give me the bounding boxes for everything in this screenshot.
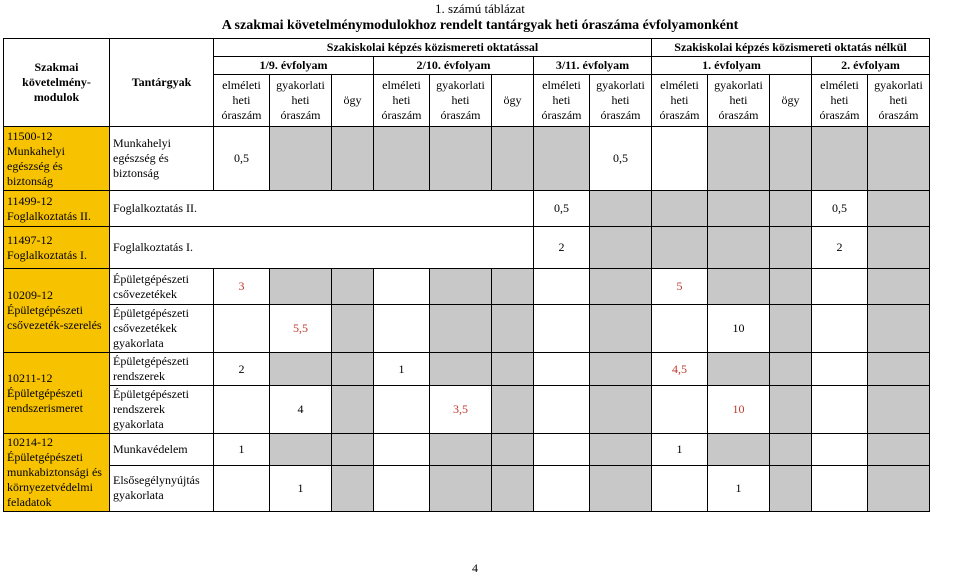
value-cell [868, 465, 930, 511]
value-cell [708, 434, 770, 466]
header-practice: gyakorlati heti óraszám [590, 75, 652, 127]
value-cell: 2 [534, 227, 590, 269]
header-grade-3-11: 3/11. évfolyam [534, 57, 652, 75]
value-cell [492, 353, 534, 386]
value-cell [868, 127, 930, 191]
value-cell [652, 127, 708, 191]
value-cell: 1 [214, 434, 270, 466]
value-cell: 0,5 [812, 191, 868, 227]
value-cell [430, 127, 492, 191]
value-cell: 2 [214, 353, 270, 386]
value-cell [374, 465, 430, 511]
table-row [4, 269, 930, 305]
table-row [4, 305, 930, 353]
value-cell: 1 [374, 353, 430, 386]
header-theory: elméleti heti óraszám [812, 75, 868, 127]
module-cell: 11500-12 Munkahelyi egészség és biztonság [4, 127, 110, 191]
header-modules: Szakmai követelmény-modulok [4, 39, 110, 127]
value-cell [214, 305, 270, 353]
value-cell: 1 [652, 434, 708, 466]
value-cell [770, 465, 812, 511]
table-row [4, 227, 930, 269]
value-cell [652, 305, 708, 353]
value-cell [270, 269, 332, 305]
value-cell [812, 434, 868, 466]
module-cell: 10211-12 Épületgépészeti rendszerismeret [4, 353, 110, 434]
value-cell [590, 227, 652, 269]
value-cell [374, 386, 430, 434]
value-cell [590, 434, 652, 466]
value-cell [492, 434, 534, 466]
value-cell [332, 269, 374, 305]
value-cell [652, 191, 708, 227]
value-cell [868, 386, 930, 434]
value-cell [430, 269, 492, 305]
value-cell [590, 269, 652, 305]
value-cell: 3 [214, 269, 270, 305]
header-ogy: ögy [770, 75, 812, 127]
value-cell [770, 269, 812, 305]
table-caption-number: 1. számú táblázat [435, 1, 525, 16]
value-cell [868, 434, 930, 466]
header-practice: gyakorlati heti óraszám [430, 75, 492, 127]
header-group-without: Szakiskolai képzés közismereti oktatás nélkül [652, 39, 930, 57]
value-cell [868, 191, 930, 227]
header-grade-1: 1. évfolyam [652, 57, 812, 75]
value-cell [770, 386, 812, 434]
table-row [4, 191, 930, 227]
value-cell [332, 305, 374, 353]
value-cell: 0,5 [534, 191, 590, 227]
value-cell: 1 [708, 465, 770, 511]
value-cell [652, 386, 708, 434]
subject-cell: Munkahelyi egészség és biztonság [110, 127, 214, 191]
value-cell [214, 465, 270, 511]
value-cell [770, 353, 812, 386]
value-cell [534, 386, 590, 434]
value-cell [590, 191, 652, 227]
table-row [4, 434, 930, 466]
subject-cell: Elsősegélynyújtás gyakorlata [110, 465, 214, 511]
value-cell [708, 227, 770, 269]
value-cell [492, 269, 534, 305]
table-row [4, 465, 930, 511]
value-cell [534, 353, 590, 386]
value-cell: 5,5 [270, 305, 332, 353]
value-cell [868, 353, 930, 386]
value-cell [270, 353, 332, 386]
header-theory: elméleti heti óraszám [374, 75, 430, 127]
table-row [4, 386, 930, 434]
subject-cell: Épületgépészeti csővezetékek gyakorlata [110, 305, 214, 353]
value-cell: 10 [708, 305, 770, 353]
value-cell [868, 227, 930, 269]
value-cell [492, 386, 534, 434]
curriculum-table [3, 38, 930, 512]
value-cell: 0,5 [214, 127, 270, 191]
module-cell: 11499-12 Foglalkoztatás II. [4, 191, 110, 227]
value-cell: 3,5 [430, 386, 492, 434]
header-grade-2-10: 2/10. évfolyam [374, 57, 534, 75]
value-cell [492, 127, 534, 191]
value-cell [812, 465, 868, 511]
value-cell [430, 434, 492, 466]
value-cell [270, 127, 332, 191]
header-theory: elméleti heti óraszám [652, 75, 708, 127]
value-cell [590, 353, 652, 386]
page-number: 4 [472, 561, 478, 575]
value-cell [492, 305, 534, 353]
table-caption-title: A szakmai követelménymodulokhoz rendelt tantárgyak heti óraszáma évfolyamonként [221, 18, 739, 33]
subject-cell: Foglalkoztatás II. [110, 191, 534, 227]
value-cell [374, 127, 430, 191]
value-cell [652, 227, 708, 269]
subject-cell: Épületgépészeti csővezetékek [110, 269, 214, 305]
value-cell [374, 434, 430, 466]
value-cell [708, 191, 770, 227]
module-cell: 11497-12 Foglalkoztatás I. [4, 227, 110, 269]
header-grade-2: 2. évfolyam [812, 57, 930, 75]
value-cell [214, 386, 270, 434]
value-cell [812, 386, 868, 434]
value-cell [430, 353, 492, 386]
module-cell: 10209-12 Épületgépészeti csővezeték-szerelés [4, 269, 110, 353]
value-cell [430, 305, 492, 353]
value-cell [534, 305, 590, 353]
table-row [4, 127, 930, 191]
value-cell [708, 127, 770, 191]
value-cell [590, 386, 652, 434]
value-cell [770, 305, 812, 353]
value-cell [770, 191, 812, 227]
header-theory: elméleti heti óraszám [534, 75, 590, 127]
value-cell [332, 386, 374, 434]
value-cell [770, 434, 812, 466]
header-practice: gyakorlati heti óraszám [270, 75, 332, 127]
header-subjects: Tantárgyak [110, 39, 214, 127]
subject-cell: Épületgépészeti rendszerek [110, 353, 214, 386]
value-cell [652, 465, 708, 511]
value-cell [770, 127, 812, 191]
header-theory: elméleti heti óraszám [214, 75, 270, 127]
value-cell: 5 [652, 269, 708, 305]
value-cell [332, 434, 374, 466]
value-cell: 2 [812, 227, 868, 269]
value-cell [812, 269, 868, 305]
value-cell: 0,5 [590, 127, 652, 191]
header-practice: gyakorlati heti óraszám [868, 75, 930, 127]
subject-cell: Foglalkoztatás I. [110, 227, 534, 269]
value-cell [590, 465, 652, 511]
value-cell [868, 305, 930, 353]
value-cell [812, 353, 868, 386]
value-cell [534, 269, 590, 305]
value-cell: 4 [270, 386, 332, 434]
value-cell [492, 465, 534, 511]
value-cell: 1 [270, 465, 332, 511]
value-cell [708, 353, 770, 386]
value-cell [374, 305, 430, 353]
value-cell [812, 127, 868, 191]
value-cell: 10 [708, 386, 770, 434]
value-cell [332, 353, 374, 386]
value-cell [812, 305, 868, 353]
value-cell [270, 434, 332, 466]
value-cell [708, 269, 770, 305]
subject-cell: Munkavédelem [110, 434, 214, 466]
header-ogy: ögy [332, 75, 374, 127]
value-cell [868, 269, 930, 305]
header-ogy: ögy [492, 75, 534, 127]
value-cell [534, 127, 590, 191]
value-cell [430, 465, 492, 511]
header-grade-1-9: 1/9. évfolyam [214, 57, 374, 75]
value-cell [590, 305, 652, 353]
value-cell [332, 127, 374, 191]
value-cell [534, 465, 590, 511]
subject-cell: Épületgépészeti rendszerek gyakorlata [110, 386, 214, 434]
value-cell: 4,5 [652, 353, 708, 386]
header-group-with: Szakiskolai képzés közismereti oktatással [214, 39, 652, 57]
table-row [4, 353, 930, 386]
value-cell [332, 465, 374, 511]
value-cell [770, 227, 812, 269]
module-cell: 10214-12 Épületgépészeti munkabiztonsági és környezetvédelmi feladatok [4, 434, 110, 512]
value-cell [374, 269, 430, 305]
header-practice: gyakorlati heti óraszám [708, 75, 770, 127]
value-cell [534, 434, 590, 466]
